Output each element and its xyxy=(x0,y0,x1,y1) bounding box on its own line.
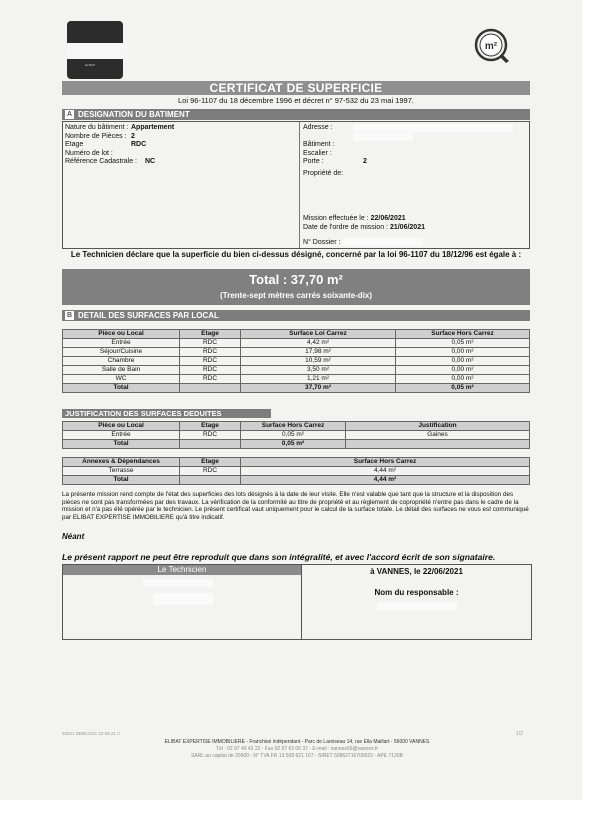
neant-label: Néant xyxy=(62,532,85,541)
field-pieces: Nombre de Pièces : 2 xyxy=(65,132,135,140)
technician-label: Le Technicien xyxy=(157,565,207,574)
company-logo xyxy=(67,21,123,79)
field-nature: Nature du bâtiment : Appartement xyxy=(65,124,175,131)
document-title: CERTIFICAT DE SUPERFICIE xyxy=(62,81,530,95)
annexes-table xyxy=(62,457,530,485)
signature-box xyxy=(62,564,532,640)
field-batiment: Bâtiment : xyxy=(303,141,335,149)
justification-header: JUSTIFICATION DES SURFACES DEDUITES xyxy=(62,409,271,418)
table-header-row: Annexes & Dépendances Etage Surface Hors Carrez xyxy=(63,458,530,467)
section-b-header xyxy=(62,310,530,321)
footer-line-2: Tél : 02 97 40 42 22 - Fax 02 97 63 06 37 - E-mail : vannes56@vannes.fr xyxy=(215,746,379,752)
field-lot: Numéro de lot : xyxy=(65,149,113,157)
technician-signature-area xyxy=(63,565,302,639)
place-date: à VANNES, le 22/06/2021 xyxy=(370,567,463,576)
table-row: Entrée RDC 0,05 m² Gaines xyxy=(63,431,530,440)
table-header-row xyxy=(63,330,530,339)
total-surface-banner xyxy=(62,269,530,305)
section-b-letter: B xyxy=(66,312,73,319)
col-hors-carrez: Surface Hors Carrez xyxy=(396,330,530,339)
reproduction-notice: Le présent rapport ne peut être reproduit que dans son intégralité, et avec l'accord écrit de son signataire. xyxy=(62,552,496,562)
responsable-signature-area xyxy=(302,565,531,639)
responsable-label: Nom du responsable : xyxy=(374,588,459,597)
surfaces-table xyxy=(62,329,530,393)
dossier-number: N° Dossier : xyxy=(303,238,529,247)
table-row: Chambre RDC 10,59 m² 0,00 m² xyxy=(63,357,530,366)
footer-line-1: ELIBAT EXPERTISE IMMOBILIERE - Franchisé indépendant - Parc de Laroiseau 14, rue Ella Maillart - 56000 VANNES xyxy=(164,739,430,745)
table-row: Salle de Bain RDC 3,50 m² 0,00 m² xyxy=(63,366,530,375)
table-row: Terrasse RDC 4,44 m² xyxy=(63,467,530,476)
section-a-header xyxy=(62,109,530,120)
mission-fields xyxy=(303,215,529,248)
mission-disclaimer: La présente mission rend compte de l'état des superficies des lots désignés à la date de leur visite. Elle n'est valable que tant que la structure et la disposition des pièces ne sont pas transformées par des travaux. La vérification de la conformité au titre de propriété et au règlement de copropriété n'entre pas dans le cadre de la mission et n'a pas été opérée par le technicien. Le présent certificat vaut uniquement pour le calcul de la surface totale. Le détail des surfaces ne vous est communiqué par ELIBAT EXPERTISE IMMOBILIERE qu'à titre indicatif. xyxy=(62,491,529,521)
technician-declaration: Le Technicien déclare que la superficie du bien ci-dessus désigné, concerné par la loi 96-1107 du 18/12/96 est égale à : xyxy=(70,250,522,259)
field-adresse: Adresse : xyxy=(303,124,529,133)
table-total-row: Total 0,05 m² xyxy=(63,440,530,449)
table-total-row: Total 4,44 m² xyxy=(63,476,530,485)
field-escalier: Escalier : xyxy=(303,149,332,157)
table-row: WC RDC 1,21 m² 0,00 m² xyxy=(63,375,530,384)
page-number: 1/2 xyxy=(516,731,523,737)
ordre-date: Date de l'ordre de mission : 21/06/2021 xyxy=(303,223,425,231)
section-a-box xyxy=(62,121,530,249)
field-porte: Porte : 2 xyxy=(303,158,367,166)
footer-reference: 32021 DEBLOCK 22.06.21 C xyxy=(62,731,121,736)
field-etage: Etage RDC xyxy=(65,141,147,149)
law-reference: Loi 96-1107 du 18 décembre 1996 et décret n° 97-532 du 23 mai 1997. xyxy=(178,96,414,105)
table-total-row: Total 37,70 m² 0,05 m² xyxy=(63,384,530,393)
justification-table xyxy=(62,421,530,449)
footer-line-3: SARL au capital de 20000 - N° TVA FR 13 508 621 167 - SIRET 50862716700023 - APE 7120B xyxy=(191,753,403,759)
mission-date: Mission effectuée le : 22/06/2021 xyxy=(303,215,406,222)
field-cadastre: Référence Cadastrale : NC xyxy=(65,158,156,166)
table-header-row: Pièce ou Local Etage Surface Hors Carrez Justification xyxy=(63,422,530,431)
total-surface-value: Total : 37,70 m² xyxy=(249,272,343,287)
section-b-title: DETAIL DES SURFACES PAR LOCAL xyxy=(78,311,219,320)
m2-logo-icon xyxy=(472,26,512,66)
address-fields xyxy=(303,124,529,179)
table-row: Entrée RDC 4,42 m² 0,05 m² xyxy=(63,339,530,348)
field-propriete: Propriété de: xyxy=(303,169,344,177)
m2-logo-text: m² xyxy=(484,41,498,52)
logo-tagline: ELIBAT xyxy=(85,63,96,67)
table-row: Séjour/Cuisine RDC 17,98 m² 0,00 m² xyxy=(63,348,530,357)
total-surface-words: (Trente-sept mètres carrés soixante-dix) xyxy=(219,291,373,300)
col-piece: Pièce ou Local xyxy=(63,330,180,339)
section-a-title: DESIGNATION DU BATIMENT xyxy=(78,110,190,119)
section-a-letter: A xyxy=(66,111,73,118)
building-fields xyxy=(65,124,295,167)
company-footer xyxy=(62,739,532,760)
col-carrez: Surface Loi Carrez xyxy=(241,330,396,339)
col-etage: Etage xyxy=(180,330,241,339)
